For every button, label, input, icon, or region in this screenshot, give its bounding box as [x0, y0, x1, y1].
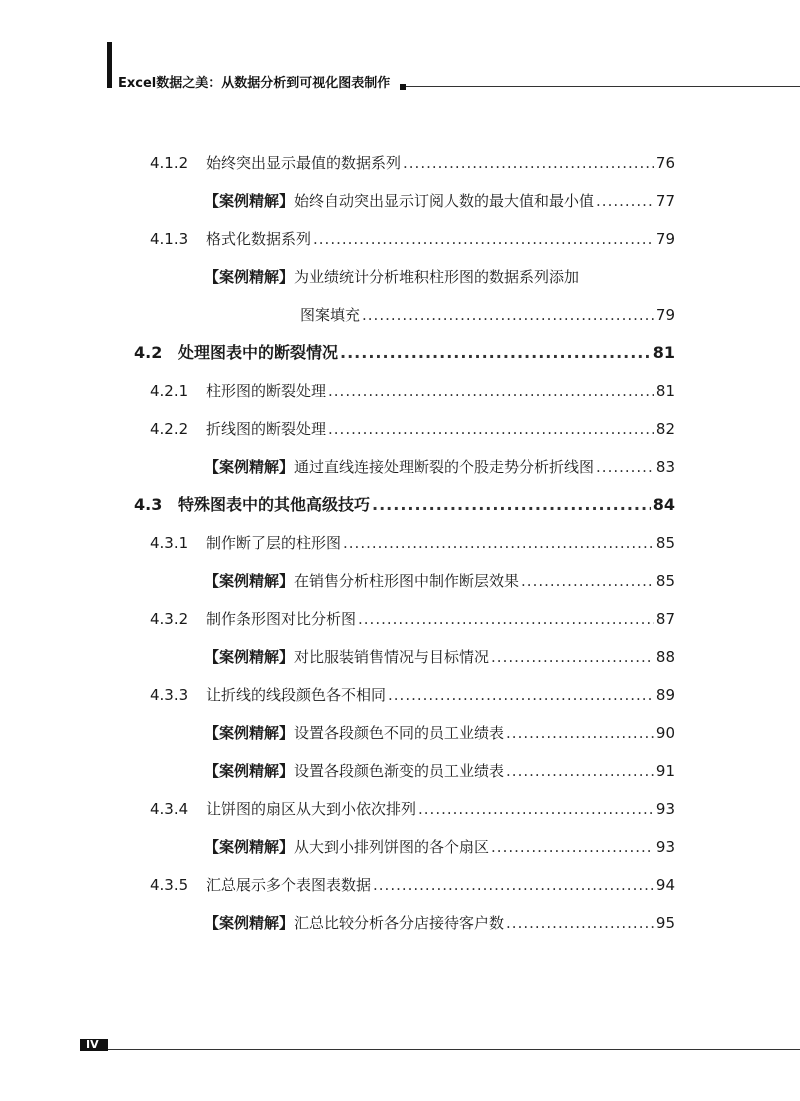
case-tag: 【案例精解】 — [204, 192, 295, 210]
entry-title: 为业绩统计分析堆积柱形图的数据系列添加 — [294, 268, 580, 286]
dot-leader — [596, 452, 654, 482]
dot-leader — [328, 376, 654, 406]
page-number: 93 — [655, 838, 675, 856]
toc-case-entry[interactable] — [204, 756, 675, 786]
dot-leader — [328, 414, 654, 444]
dot-leader — [418, 794, 654, 824]
entry-title: 折线图的断裂处理 — [206, 420, 327, 438]
case-tag: 【案例精解】 — [204, 914, 295, 932]
section-number: 4.2.2 — [150, 420, 189, 438]
case-tag: 【案例精解】 — [204, 458, 295, 476]
toc-case-entry[interactable] — [204, 908, 675, 938]
dot-leader — [506, 908, 654, 938]
entry-title: 始终自动突出显示订阅人数的最大值和最小值 — [294, 192, 595, 210]
page-number: 85 — [655, 572, 675, 590]
dot-leader — [596, 186, 654, 216]
page-number: 79 — [655, 230, 675, 248]
case-tag: 【案例精解】 — [204, 648, 295, 666]
dot-leader — [506, 718, 654, 748]
dot-leader — [521, 566, 654, 596]
toc-entry[interactable] — [150, 376, 675, 406]
dot-leader — [491, 642, 654, 672]
toc-case-entry[interactable] — [204, 832, 675, 862]
header-dot — [400, 84, 406, 90]
toc-entry[interactable] — [150, 224, 675, 254]
toc-entry[interactable] — [150, 148, 675, 178]
entry-title: 从大到小排列饼图的各个扇区 — [294, 838, 490, 856]
page-number: 83 — [655, 458, 675, 476]
dot-leader — [343, 528, 654, 558]
section-number: 4.2 — [134, 343, 163, 362]
toc-entry[interactable] — [150, 528, 675, 558]
entry-title: 设置各段颜色渐变的员工业绩表 — [294, 762, 505, 780]
section-number: 4.3.1 — [150, 534, 189, 552]
dot-leader — [506, 756, 654, 786]
entry-title: 通过直线连接处理断裂的个股走势分析折线图 — [294, 458, 595, 476]
case-tag: 【案例精解】 — [204, 762, 295, 780]
dot-leader — [373, 870, 654, 900]
dot-leader — [358, 604, 654, 634]
entry-title: 图案填充 — [300, 306, 361, 324]
entry-title: 设置各段颜色不同的员工业绩表 — [294, 724, 505, 742]
toc-case-entry[interactable] — [204, 642, 675, 672]
entry-title: 处理图表中的断裂情况 — [178, 343, 339, 362]
toc-case-entry-continued[interactable] — [300, 300, 675, 330]
toc-section-entry[interactable] — [134, 490, 675, 520]
page-number: 94 — [655, 876, 675, 894]
entry-title: 制作断了层的柱形图 — [206, 534, 342, 552]
entry-title: 让饼图的扇区从大到小依次排列 — [206, 800, 417, 818]
entry-title: 特殊图表中的其他高级技巧 — [178, 495, 371, 514]
dot-leader — [313, 224, 654, 254]
entry-title: 制作条形图对比分析图 — [206, 610, 357, 628]
entry-title: 汇总比较分析各分店接待客户数 — [294, 914, 505, 932]
dot-leader — [362, 300, 654, 330]
page-number: 81 — [655, 382, 675, 400]
page-number: 91 — [655, 762, 675, 780]
entry-title: 对比服装销售情况与目标情况 — [294, 648, 490, 666]
section-number: 4.3.3 — [150, 686, 189, 704]
toc-entry[interactable] — [150, 794, 675, 824]
page-number: 77 — [655, 192, 675, 210]
page-number: 87 — [655, 610, 675, 628]
toc-case-entry[interactable] — [204, 566, 675, 596]
section-number: 4.3.2 — [150, 610, 189, 628]
section-number: 4.2.1 — [150, 382, 189, 400]
entry-title: 格式化数据系列 — [206, 230, 312, 248]
page-number: 89 — [655, 686, 675, 704]
section-number: 4.3 — [134, 495, 163, 514]
footer-rule — [108, 1049, 800, 1050]
page-number: 90 — [655, 724, 675, 742]
section-number: 4.3.5 — [150, 876, 189, 894]
toc-case-entry[interactable] — [204, 262, 675, 292]
page-number: 93 — [655, 800, 675, 818]
toc-entry[interactable] — [150, 604, 675, 634]
toc-case-entry[interactable] — [204, 718, 675, 748]
case-tag: 【案例精解】 — [204, 572, 295, 590]
dot-leader — [403, 148, 654, 178]
entry-title: 柱形图的断裂处理 — [206, 382, 327, 400]
case-tag: 【案例精解】 — [204, 724, 295, 742]
dot-leader — [491, 832, 654, 862]
dot-leader — [340, 338, 651, 368]
page-number: 95 — [655, 914, 675, 932]
entry-title: 在销售分析柱形图中制作断层效果 — [294, 572, 520, 590]
section-number: 4.1.2 — [150, 154, 189, 172]
page-number: 84 — [652, 495, 675, 514]
case-tag: 【案例精解】 — [204, 268, 295, 286]
dot-leader — [388, 680, 654, 710]
section-number: 4.1.3 — [150, 230, 189, 248]
page-number: 88 — [655, 648, 675, 666]
header-rule — [406, 86, 800, 87]
header-accent-bar — [107, 42, 112, 88]
entry-title: 让折线的线段颜色各不相同 — [206, 686, 387, 704]
toc-case-entry[interactable] — [204, 186, 675, 216]
folio-page-label: IV — [80, 1039, 108, 1051]
toc-section-entry[interactable] — [134, 338, 675, 368]
page-number: 85 — [655, 534, 675, 552]
case-tag: 【案例精解】 — [204, 838, 295, 856]
section-number: 4.3.4 — [150, 800, 189, 818]
toc-entry[interactable] — [150, 680, 675, 710]
entry-title: 汇总展示多个表图表数据 — [206, 876, 372, 894]
running-header-title: Excel数据之美：从数据分析到可视化图表制作 — [118, 76, 391, 91]
page-number: 81 — [652, 343, 675, 362]
entry-title: 始终突出显示最值的数据系列 — [206, 154, 402, 172]
page-number: 76 — [655, 154, 675, 172]
toc-entry[interactable] — [150, 870, 675, 900]
dot-leader — [372, 490, 651, 520]
page-number: 79 — [655, 306, 675, 324]
toc-entry[interactable] — [150, 414, 675, 444]
page-number: 82 — [655, 420, 675, 438]
toc-case-entry[interactable] — [204, 452, 675, 482]
